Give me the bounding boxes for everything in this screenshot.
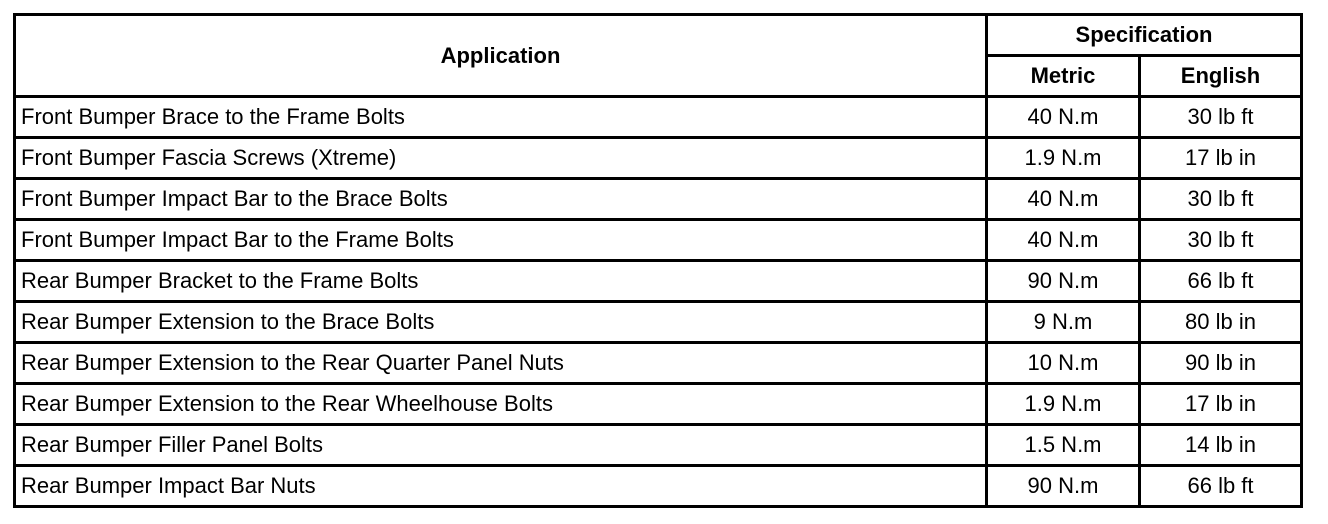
english-cell: 30 lb ft xyxy=(1140,97,1302,138)
application-cell: Front Bumper Impact Bar to the Brace Bolts xyxy=(15,179,987,220)
english-cell: 66 lb ft xyxy=(1140,466,1302,507)
metric-cell: 10 N.m xyxy=(987,343,1140,384)
metric-cell: 40 N.m xyxy=(987,179,1140,220)
table-row xyxy=(15,179,1302,220)
application-cell: Front Bumper Impact Bar to the Frame Bolts xyxy=(15,220,987,261)
english-cell: 30 lb ft xyxy=(1140,179,1302,220)
english-cell: 30 lb ft xyxy=(1140,220,1302,261)
english-cell: 80 lb in xyxy=(1140,302,1302,343)
metric-cell: 1.9 N.m xyxy=(987,138,1140,179)
table-row xyxy=(15,97,1302,138)
metric-cell: 9 N.m xyxy=(987,302,1140,343)
english-cell: 66 lb ft xyxy=(1140,261,1302,302)
english-header: English xyxy=(1140,56,1302,97)
table-row xyxy=(15,261,1302,302)
metric-cell: 1.9 N.m xyxy=(987,384,1140,425)
table-row xyxy=(15,466,1302,507)
metric-cell: 90 N.m xyxy=(987,261,1140,302)
english-cell: 17 lb in xyxy=(1140,384,1302,425)
metric-header: Metric xyxy=(987,56,1140,97)
application-cell: Rear Bumper Bracket to the Frame Bolts xyxy=(15,261,987,302)
application-cell: Rear Bumper Extension to the Brace Bolts xyxy=(15,302,987,343)
table-row xyxy=(15,138,1302,179)
metric-cell: 40 N.m xyxy=(987,97,1140,138)
table-row xyxy=(15,384,1302,425)
application-cell: Front Bumper Fascia Screws (Xtreme) xyxy=(15,138,987,179)
english-cell: 14 lb in xyxy=(1140,425,1302,466)
metric-cell: 40 N.m xyxy=(987,220,1140,261)
application-cell: Rear Bumper Extension to the Rear Wheelhouse Bolts xyxy=(15,384,987,425)
table-row xyxy=(15,220,1302,261)
metric-cell: 90 N.m xyxy=(987,466,1140,507)
header-row-top xyxy=(15,15,1302,56)
metric-cell: 1.5 N.m xyxy=(987,425,1140,466)
application-cell: Rear Bumper Impact Bar Nuts xyxy=(15,466,987,507)
torque-spec-table xyxy=(13,13,1303,508)
application-cell: Rear Bumper Extension to the Rear Quarter Panel Nuts xyxy=(15,343,987,384)
specification-header: Specification xyxy=(987,15,1302,56)
application-cell: Front Bumper Brace to the Frame Bolts xyxy=(15,97,987,138)
table-row xyxy=(15,425,1302,466)
table-row xyxy=(15,343,1302,384)
table-row xyxy=(15,302,1302,343)
english-cell: 17 lb in xyxy=(1140,138,1302,179)
application-cell: Rear Bumper Filler Panel Bolts xyxy=(15,425,987,466)
english-cell: 90 lb in xyxy=(1140,343,1302,384)
application-header: Application xyxy=(15,15,987,97)
